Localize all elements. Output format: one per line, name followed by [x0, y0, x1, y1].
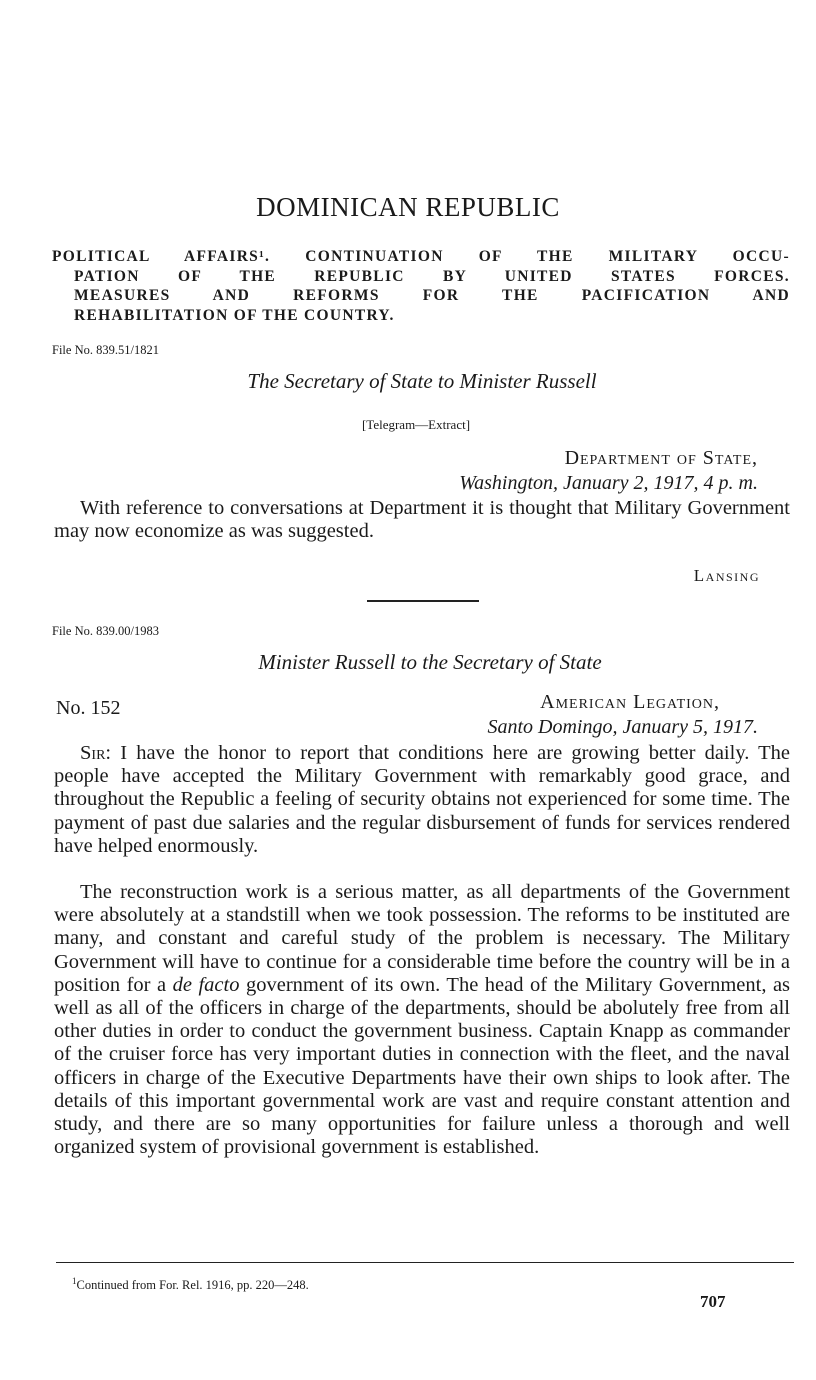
- dispatch-number: No. 152: [56, 697, 121, 719]
- page-number: 707: [700, 1292, 726, 1311]
- paragraph-2-italic: de facto: [172, 973, 240, 996]
- heading-line-2: PATION OF THE REPUBLIC BY UNITED STATES FORCES.: [74, 267, 790, 285]
- heading-line-4: REHABILITATION OF THE COUNTRY.: [74, 306, 395, 324]
- section-divider: [367, 600, 479, 602]
- letter-paragraph-1: [54, 742, 790, 858]
- telegram-text: With reference to conversations at Department it is thought that Military Government may now economize as was suggested.: [54, 497, 790, 543]
- dateline-place-date-2: Santo Domingo, January 5, 1917.: [487, 716, 758, 738]
- file-number-1: File No. 839.51/1821: [52, 343, 159, 357]
- document-title-2: Minister Russell to the Secretary of State: [258, 650, 602, 674]
- footnote-rule: [56, 1262, 794, 1263]
- footnote-marker: 1: [72, 1276, 77, 1286]
- chapter-title: DOMINICAN REPUBLIC: [256, 192, 560, 222]
- dateline-office-2: American Legation,: [540, 691, 720, 713]
- footnote: [72, 1276, 309, 1293]
- dateline-office-1: Department of State,: [564, 447, 758, 469]
- telegram-note: [Telegram—Extract]: [361, 417, 471, 432]
- dateline-1: [459, 446, 758, 496]
- letter-paragraph-2: [54, 881, 790, 1159]
- document-title-1: The Secretary of State to Minister Russell: [247, 369, 597, 393]
- section-heading: [52, 247, 790, 325]
- paragraph-1-text: I have the honor to report that conditions here are growing better daily. The people have accepted the Military Government with remarkably good grace, and throughout the Republic a feeling of security obtains not experienced for some time. The payment of past due salaries and the regular disbursement of funds for services rendered have helped enormously.: [54, 742, 790, 857]
- footnote-text: Continued from For. Rel. 1916, pp. 220—248.: [76, 1278, 309, 1293]
- salutation: Sir:: [80, 742, 112, 764]
- paragraph-2-text-b: government of its own. The head of the Military Government, as well as all of the officers in charge of the departments, should be abolutely free from all other duties in order to conduct the government business. Captain Knapp as commander of the cruiser force has very important duties in connection with the fleet, and the naval officers in charge of the Executive Departments have their own ships to look after. The details of this important governmental work are vast and require constant attention and study, and there are so many opportunities for failure unless a thorough and well organized system of provisional government is established.: [54, 973, 791, 1159]
- file-number-2: File No. 839.00/1983: [52, 624, 159, 638]
- heading-line-3: MEASURES AND REFORMS FOR THE PACIFICATION AND: [74, 287, 790, 304]
- signature: Lansing: [693, 566, 760, 585]
- dateline-2: [487, 690, 758, 740]
- paragraph-2-text-a: The reconstruction work is a serious matter, as all departments of the Government were absolutely at a standstill when we took possession. The reforms to be instituted are many, and constant and careful study of the problem is necessary. The Military Government will have to continue for a considerable time before the country will be in a position for a: [54, 881, 790, 996]
- heading-line-1: POLITICAL AFFAIRS¹. CONTINUATION OF THE MILITARY OCCU-: [52, 248, 790, 265]
- dateline-place-date-1: Washington, January 2, 1917, 4 p. m.: [459, 472, 758, 494]
- telegram-body: [54, 497, 790, 543]
